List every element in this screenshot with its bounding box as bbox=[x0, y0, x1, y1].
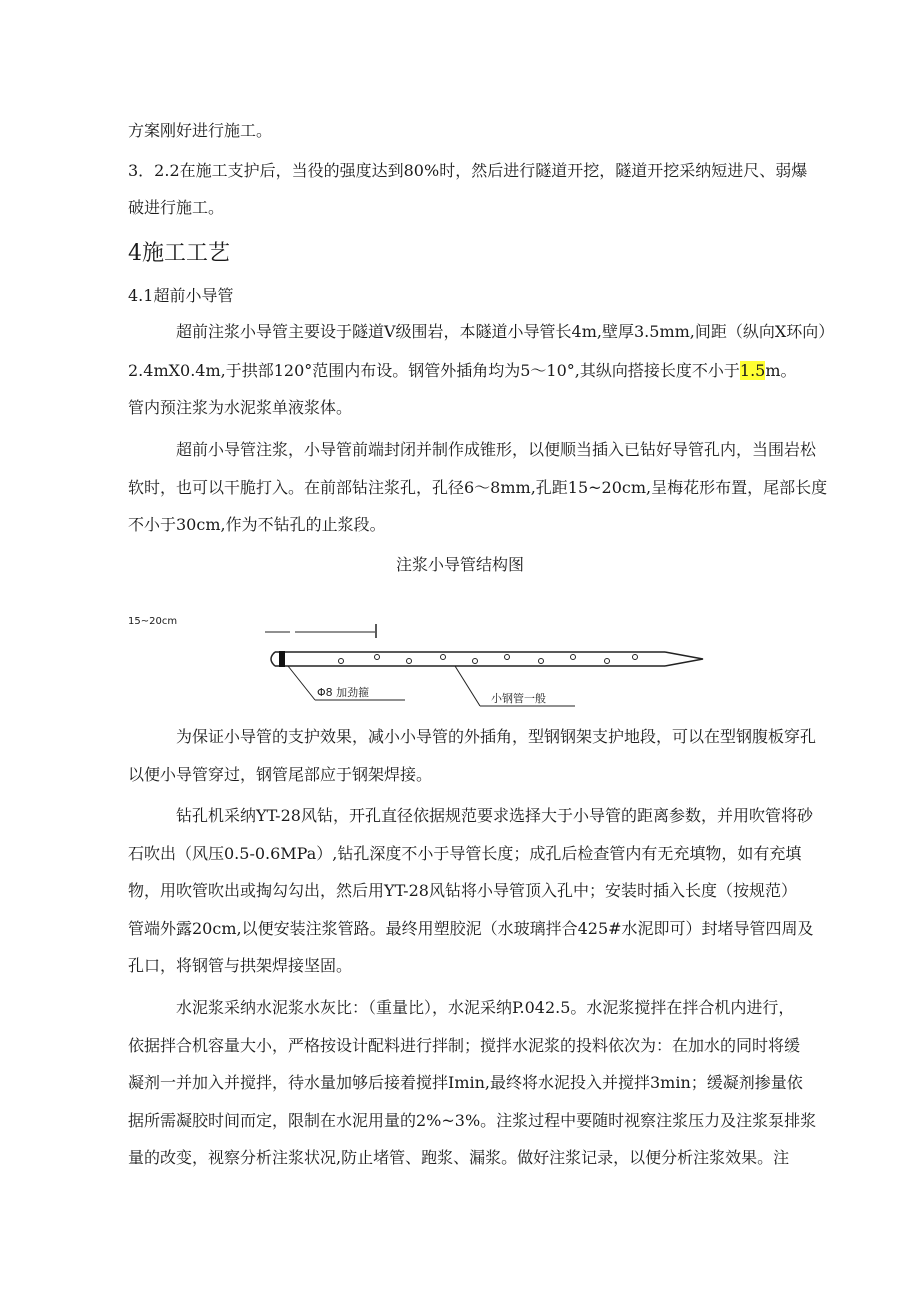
text-line: 石吹出（风压0.5-0.6MPa）,钻孔深度不小于导管长度；成孔后检查管内有无充填物，如有充填 bbox=[128, 844, 802, 863]
dimension-label: 15~20cm bbox=[128, 616, 178, 627]
text-line: 依据拌合机容量大小，严格按设计配料进行拌制；搅拌水泥浆的投料依次为：在加水的同时将缓 bbox=[128, 1036, 801, 1055]
grout-hole bbox=[339, 659, 344, 664]
grout-hole bbox=[473, 659, 478, 664]
leader-line bbox=[288, 666, 315, 700]
text-line: 不小于30cm,作为不钻孔的止浆段。 bbox=[128, 515, 386, 534]
pipe-tail bbox=[271, 652, 275, 666]
text-line: 管端外露20cm,以便安装注浆管路。最终用塑胶泥（水玻璃拌合425#水泥即可）封堵导管四周及 bbox=[128, 919, 814, 938]
text-line: 物，用吹管吹出或掏勾勾出，然后用YT-28风钻将小导管顶入孔中；安装时插入长度（按规范） bbox=[128, 881, 797, 900]
text-line: 钻孔机采纳YT-28风钻，开孔直径依据规范要求选择大于小导管的距离参数，并用吹管将砂 bbox=[176, 806, 813, 825]
grout-hole bbox=[375, 655, 380, 660]
grout-hole bbox=[571, 655, 576, 660]
text-line: 超前注浆小导管主要设于隧道V级围岩，本隧道小导管长4m,壁厚3.5mm,间距（纵向X环向） bbox=[176, 322, 835, 341]
leader-line bbox=[455, 666, 480, 706]
pipe-label: 小钢管一般 bbox=[491, 692, 546, 705]
highlighted-value: 1.5 bbox=[739, 361, 766, 380]
grout-hole bbox=[633, 655, 638, 660]
text-line: 超前小导管注浆，小导管前端封闭并制作成锥形，以便顺当插入已钻好导管孔内，当围岩松 bbox=[176, 440, 817, 459]
grout-hole bbox=[441, 655, 446, 660]
text-line: 凝剂一并加入并搅拌，待水量加够后接着搅拌Imin,最终将水泥投入并搅拌3min；缓凝剂掺量依 bbox=[128, 1073, 803, 1092]
text-line: 软时，也可以干脆打入。在前部钻注浆孔，孔径6～8mm,孔距15~20cm,呈梅花形布置，尾部长度 bbox=[128, 478, 828, 497]
stiffener-label: Φ8 加劲箍 bbox=[317, 686, 370, 699]
text-line: 量的改变，视察分析注浆状况,防止堵管、跑浆、漏浆。做好注浆记录，以便分析注浆效果。注 bbox=[128, 1148, 790, 1167]
text-line: 管内预注浆为水泥浆单液浆体。 bbox=[128, 398, 353, 417]
text-line: 据所需凝胶时间而定，限制在水泥用量的2%~3%。注浆过程中要随时视察注浆压力及注浆泵排浆 bbox=[128, 1111, 817, 1130]
text-run: m。 bbox=[765, 361, 797, 380]
text-line: 方案刚好进行施工。 bbox=[128, 121, 273, 140]
text-run: 2.4mX0.4m,于拱部120°范围内布设。钢管外插角均为5～10°,其纵向搭接长度不小于 bbox=[128, 361, 740, 380]
text-line: 破进行施工。 bbox=[128, 198, 225, 217]
subsection-heading: 4.1超前小导管 bbox=[128, 286, 234, 305]
figure-caption: 注浆小导管结构图 bbox=[395, 555, 524, 574]
grout-hole bbox=[505, 655, 510, 660]
text-line: 3．2.2在施工支护后，当役的强度达到80%时，然后进行隧道开挖，隧道开挖采纳短进尺、弱爆 bbox=[128, 161, 808, 180]
text-line bbox=[128, 361, 797, 381]
text-line: 孔口，将钢管与拱架焊接坚固。 bbox=[128, 956, 353, 975]
grout-hole bbox=[605, 659, 610, 664]
grout-hole bbox=[407, 659, 412, 664]
text-line: 以便小导管穿过，钢管尾部应于钢架焊接。 bbox=[128, 765, 433, 784]
pipe-structure-diagram bbox=[255, 618, 715, 718]
stiffener-ring bbox=[279, 651, 285, 667]
grout-hole bbox=[539, 659, 544, 664]
text-line: 水泥浆采纳水泥浆水灰比：（重量比），水泥采纳P.042.5。水泥浆搅拌在拌合机内进行， bbox=[176, 998, 795, 1017]
pipe-cone-tip bbox=[665, 652, 703, 666]
section-heading: 4施工工艺 bbox=[128, 241, 230, 266]
text-line: 为保证小导管的支护效果，减小小导管的外插角，型钢钢架支护地段，可以在型钢腹板穿孔 bbox=[176, 727, 817, 746]
